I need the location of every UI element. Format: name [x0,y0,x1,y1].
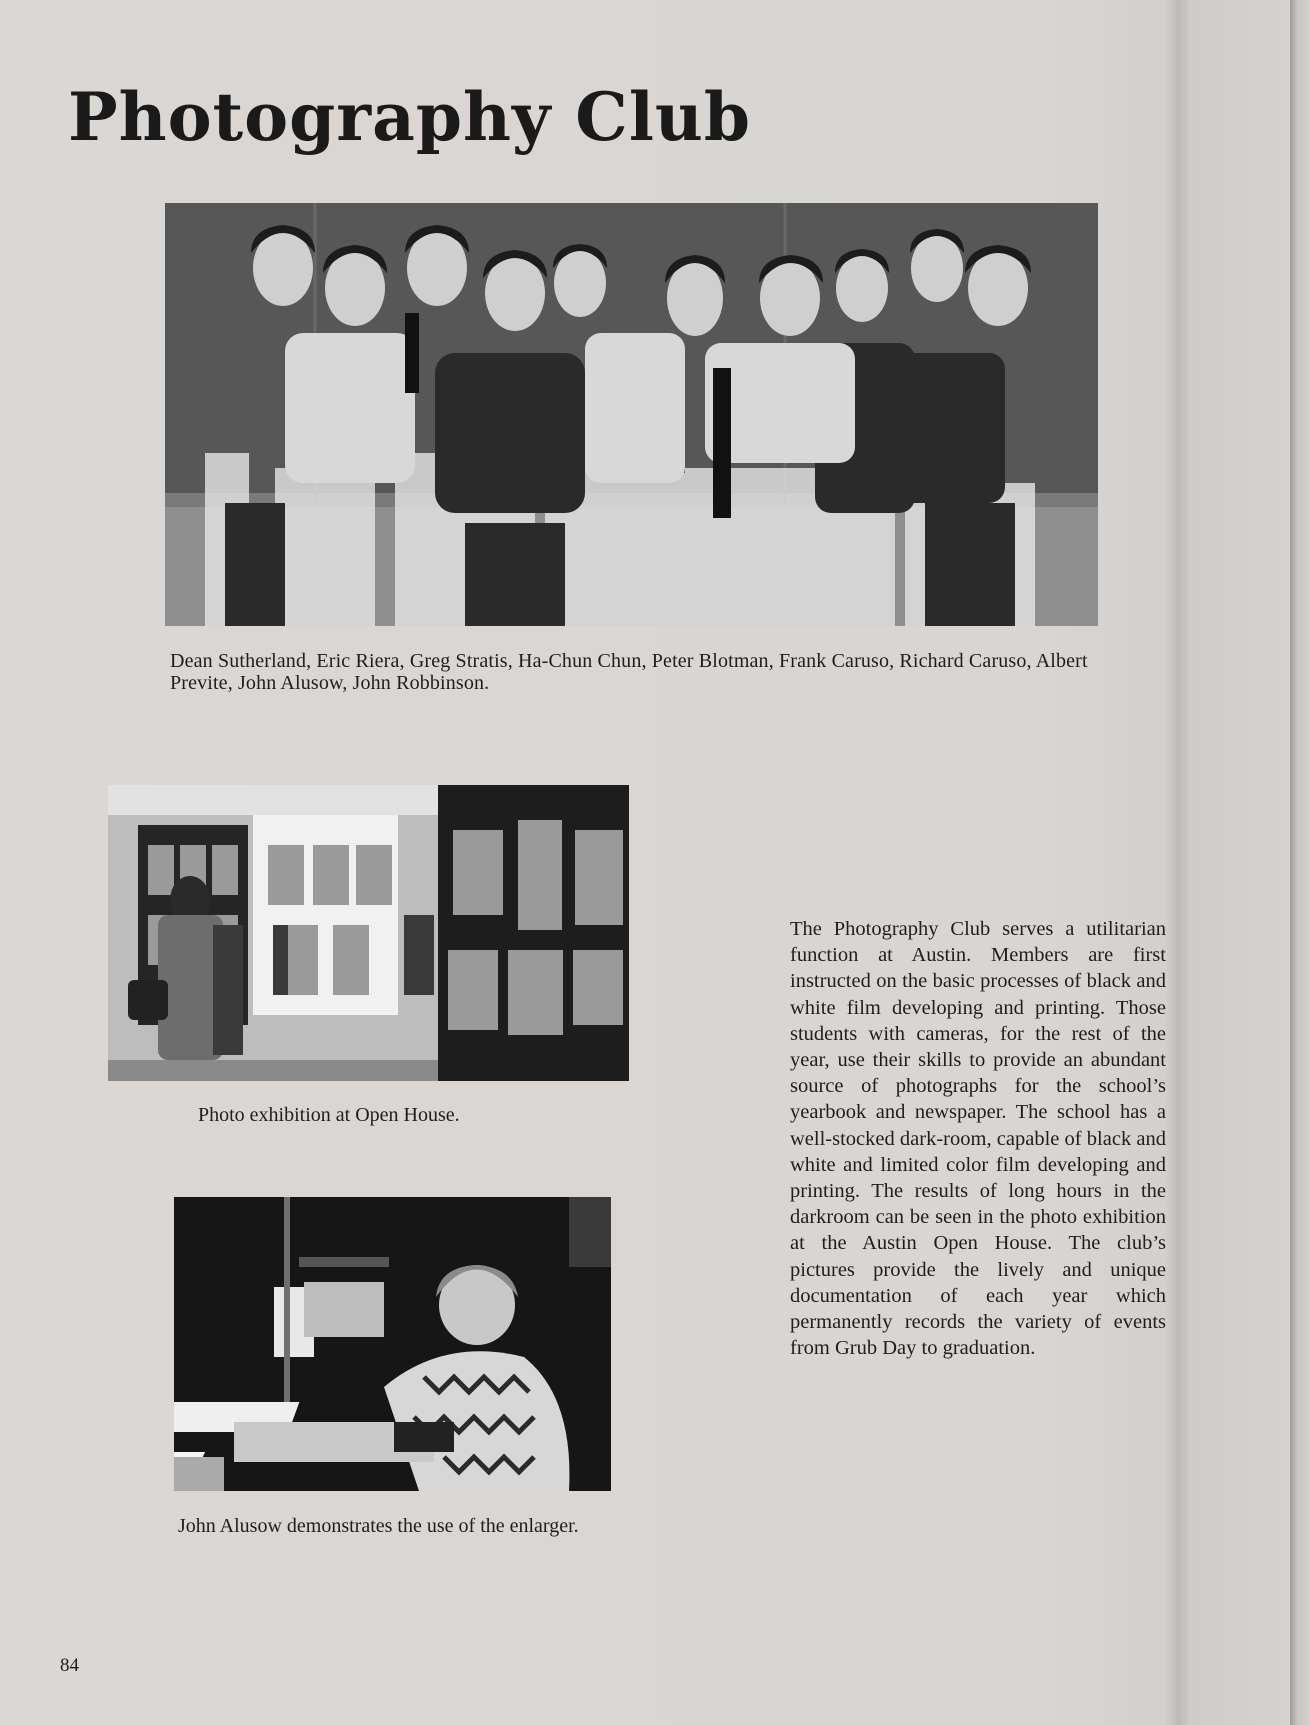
page-title: Photography Club [68,78,752,156]
exhibition-photo-caption: Photo exhibition at Open House. [198,1104,460,1126]
group-photo [165,203,1098,626]
page-gutter [1290,0,1309,1725]
group-photo-caption: Dean Sutherland, Eric Riera, Greg Stratis, Ha-Chun Chun, Peter Blotman, Frank Caruso, Richard Caruso, Albert Previte, John Alusow, John Robbinson. [170,650,1088,694]
page-number: 84 [60,1655,79,1676]
exhibition-photo [108,785,629,1081]
enlarger-photo-caption: John Alusow demonstrates the use of the enlarger. [178,1515,579,1537]
article-body: The Photography Club serves a utilitarian function at Austin. Members are first instructed on the basic processes of black and white film developing and printing. Those students with cameras, for the rest of the year, use their skills to provide an abundant source of photographs for the school’s yearbook and newspaper. The school has a well-stocked dark-room, capable of black and white and limited color film developing and printing. The results of long hours in the darkroom can be seen in the photo exhibition at the Austin Open House. The club’s pictures provide the lively and unique documentation of each year which permanently records the variety of events from Grub Day to graduation. [790,918,1166,1360]
enlarger-photo [174,1197,611,1491]
